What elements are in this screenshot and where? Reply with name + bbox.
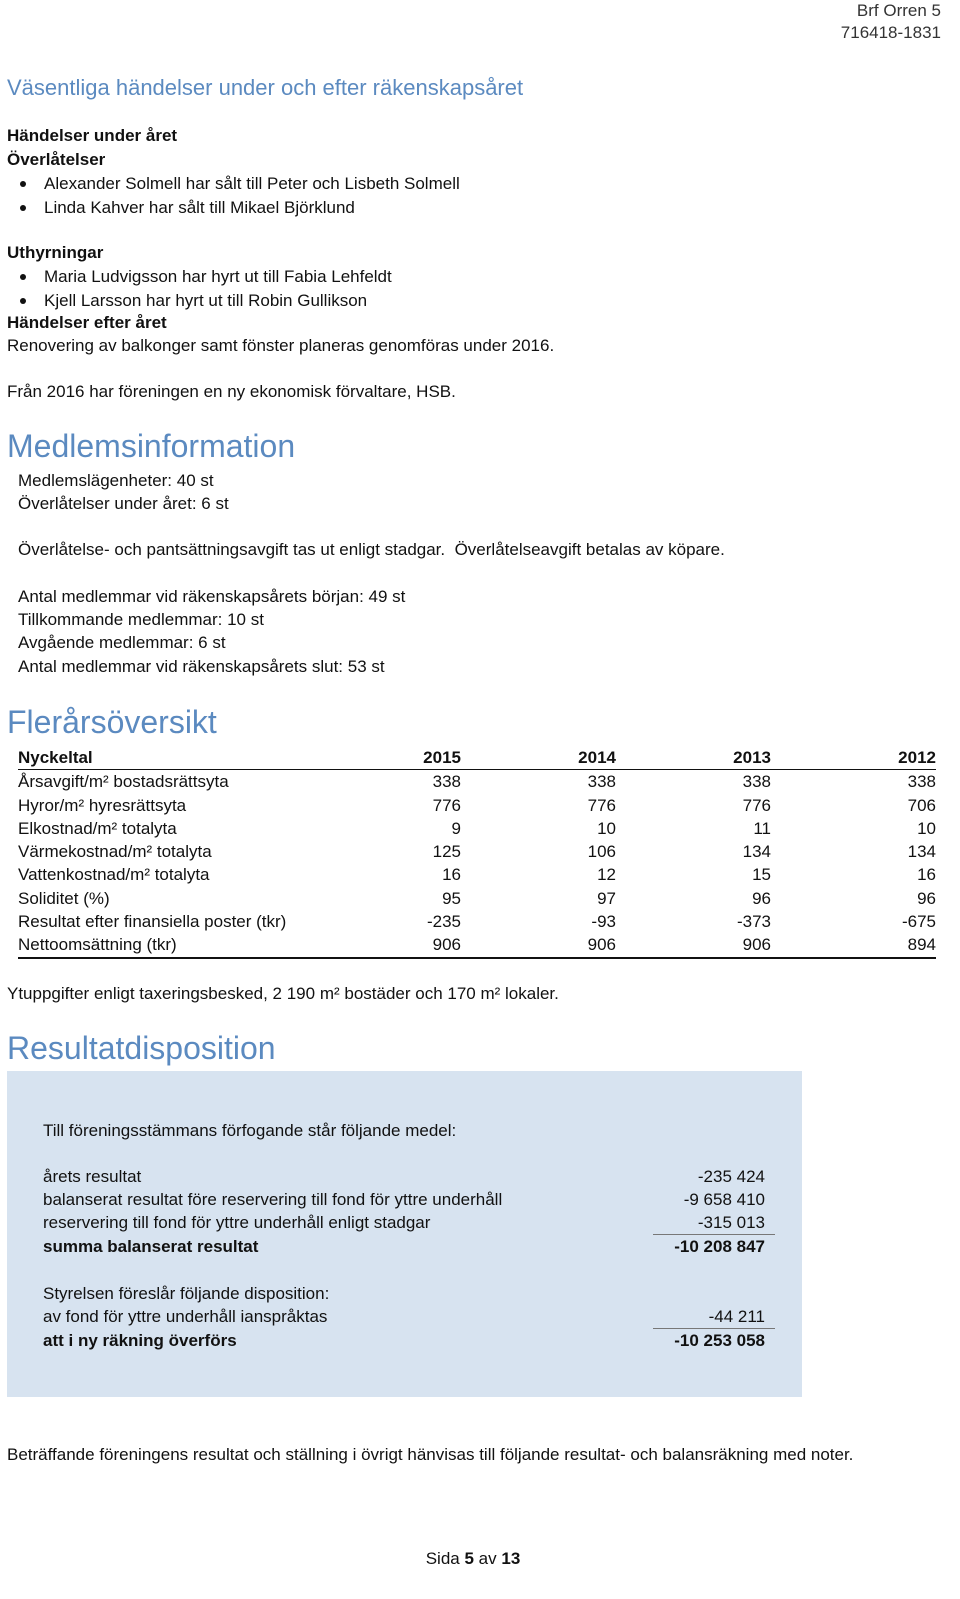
column-header: 2015	[308, 746, 461, 770]
table-row	[18, 794, 936, 817]
disposition-item-value: -9 658 410	[683, 1190, 765, 1209]
table-cell: 15	[752, 865, 771, 885]
table-cell: -675	[901, 912, 936, 932]
disposition-sum-label: summa balanserat resultat	[43, 1237, 259, 1256]
table-row	[18, 770, 936, 794]
list-item: Alexander Solmell har sålt till Peter och Lisbeth Solmell	[7, 172, 460, 196]
disposition-item-label: årets resultat	[43, 1167, 142, 1186]
page-header	[841, 0, 941, 44]
members-new: Tillkommande medlemmar: 10 st	[18, 610, 264, 629]
table-row	[18, 817, 936, 840]
table-cell: 10	[597, 818, 616, 838]
table-cell: 906	[616, 933, 771, 957]
list-item: Kjell Larsson har hyrt ut till Robin Gullikson	[7, 289, 392, 313]
disposition-item-label: balanserat resultat före reservering till fond för yttre underhåll	[43, 1190, 503, 1209]
events-during-heading: Händelser under året	[7, 126, 178, 145]
transfers-heading: Överlåtelser	[7, 150, 106, 169]
column-header: 2013	[616, 746, 771, 770]
table-row	[18, 863, 936, 886]
table-cell: 9	[451, 818, 461, 838]
table-header-row	[18, 746, 936, 770]
key-figures-table	[18, 746, 936, 959]
table-cell: 96	[917, 888, 936, 908]
page-word: Sida	[425, 1549, 460, 1568]
of-word: av	[478, 1549, 497, 1568]
proposal-heading: Styrelsen föreslår följande disposition:	[43, 1284, 330, 1303]
table-cell: 134	[907, 842, 936, 862]
table-cell: 16	[917, 865, 936, 885]
proposal-item-value: -44 211	[708, 1307, 765, 1326]
members-fees-note: Överlåtelse- och pantsättningsavgift tas ut enligt stadgar. Överlåtelseavgift betalas av köpare.	[18, 540, 725, 559]
table-cell: Resultat efter finansiella poster (tkr)	[18, 912, 287, 932]
disposition-intro: Till föreningsstämmans förfogande står följande medel:	[43, 1121, 457, 1140]
table-cell: 906	[461, 933, 616, 957]
table-cell: 338	[742, 772, 771, 792]
org-number: 716418-1831	[840, 23, 941, 42]
events-title: Väsentliga händelser under och efter räkenskapsåret	[7, 75, 524, 100]
table-cell: 10	[917, 818, 936, 838]
table-cell: 776	[587, 795, 616, 815]
members-end: Antal medlemmar vid räkenskapsårets slut: 53 st	[18, 657, 385, 676]
table-cell: 11	[753, 818, 771, 838]
table-cell: 338	[432, 772, 461, 792]
members-transfers-year: Överlåtelser under året: 6 st	[18, 494, 229, 513]
list-item: Maria Ludvigsson har hyrt ut till Fabia Lehfeldt	[7, 265, 392, 289]
page-footer	[0, 1548, 946, 1570]
table-cell: 125	[432, 842, 461, 862]
rentals-heading: Uthyrningar	[7, 243, 104, 262]
column-header: 2012	[771, 746, 936, 770]
carry-forward-value: -10 253 058	[674, 1331, 765, 1350]
table-cell: 906	[308, 933, 461, 957]
table-cell: -93	[591, 912, 616, 932]
page-total: 13	[501, 1549, 521, 1568]
table-row	[18, 910, 936, 933]
events-after-text-2: Från 2016 har föreningen en ny ekonomisk förvaltare, HSB.	[7, 382, 456, 401]
table-cell: 16	[442, 865, 461, 885]
overview-title: Flerårsöversikt	[7, 704, 217, 740]
members-apartments: Medlemslägenheter: 40 st	[18, 471, 214, 490]
table-cell: 776	[432, 795, 461, 815]
disposition-item-value: -235 424	[697, 1167, 765, 1186]
org-name: Brf Orren 5	[856, 1, 941, 20]
table-row	[18, 933, 936, 957]
events-after-text-1: Renovering av balkonger samt fönster planeras genomföras under 2016.	[7, 336, 555, 355]
table-cell: 134	[742, 842, 771, 862]
carry-forward-label: att i ny räkning överförs	[43, 1331, 237, 1350]
table-cell: Årsavgift/m² bostadsrättsyta	[18, 772, 229, 792]
table-cell: 95	[442, 888, 461, 908]
disposition-item-label: reservering till fond för yttre underhåll enligt stadgar	[43, 1213, 431, 1232]
table-cell: 12	[597, 865, 616, 885]
table-cell: Elkostnad/m² totalyta	[18, 818, 177, 838]
table-cell: 338	[587, 772, 616, 792]
table-cell: 706	[907, 795, 936, 815]
table-cell: 97	[597, 888, 616, 908]
members-leaving: Avgående medlemmar: 6 st	[18, 633, 226, 652]
members-start: Antal medlemmar vid räkenskapsårets början: 49 st	[18, 587, 406, 606]
table-cell: Soliditet (%)	[18, 888, 110, 908]
table-cell: -235	[426, 912, 461, 932]
table-cell: 776	[742, 795, 771, 815]
closing-text: Beträffande föreningens resultat och ställning i övrigt hänvisas till följande resultat- och balansräkning med noter.	[7, 1445, 854, 1464]
list-item: Linda Kahver har sålt till Mikael Björklund	[7, 196, 460, 220]
events-after-heading: Händelser efter året	[7, 313, 167, 332]
overview-note: Ytuppgifter enligt taxeringsbesked, 2 190 m² bostäder och 170 m² lokaler.	[7, 984, 559, 1003]
page-current: 5	[464, 1549, 474, 1568]
disposition-item-value: -315 013	[697, 1213, 765, 1232]
table-cell: Hyror/m² hyresrättsyta	[18, 795, 187, 815]
table-row	[18, 887, 936, 910]
column-header: Nyckeltal	[18, 746, 308, 770]
transfers-list	[7, 172, 460, 219]
table-cell: Nettoomsättning (tkr)	[18, 933, 308, 957]
table-cell: Värmekostnad/m² totalyta	[18, 842, 212, 862]
members-title: Medlemsinformation	[7, 428, 296, 464]
table-cell: 96	[752, 888, 771, 908]
table-row	[18, 840, 936, 863]
table-cell: -373	[736, 912, 771, 932]
disposition-sum-value: -10 208 847	[674, 1237, 765, 1256]
table-cell: 338	[907, 772, 936, 792]
disposition-title: Resultatdisposition	[7, 1030, 276, 1066]
rentals-list	[7, 265, 392, 312]
proposal-item-label: av fond för yttre underhåll ianspråktas	[43, 1307, 328, 1326]
column-header: 2014	[461, 746, 616, 770]
table-cell: Vattenkostnad/m² totalyta	[18, 865, 210, 885]
table-cell: 106	[587, 842, 616, 862]
table-cell: 894	[771, 933, 936, 957]
